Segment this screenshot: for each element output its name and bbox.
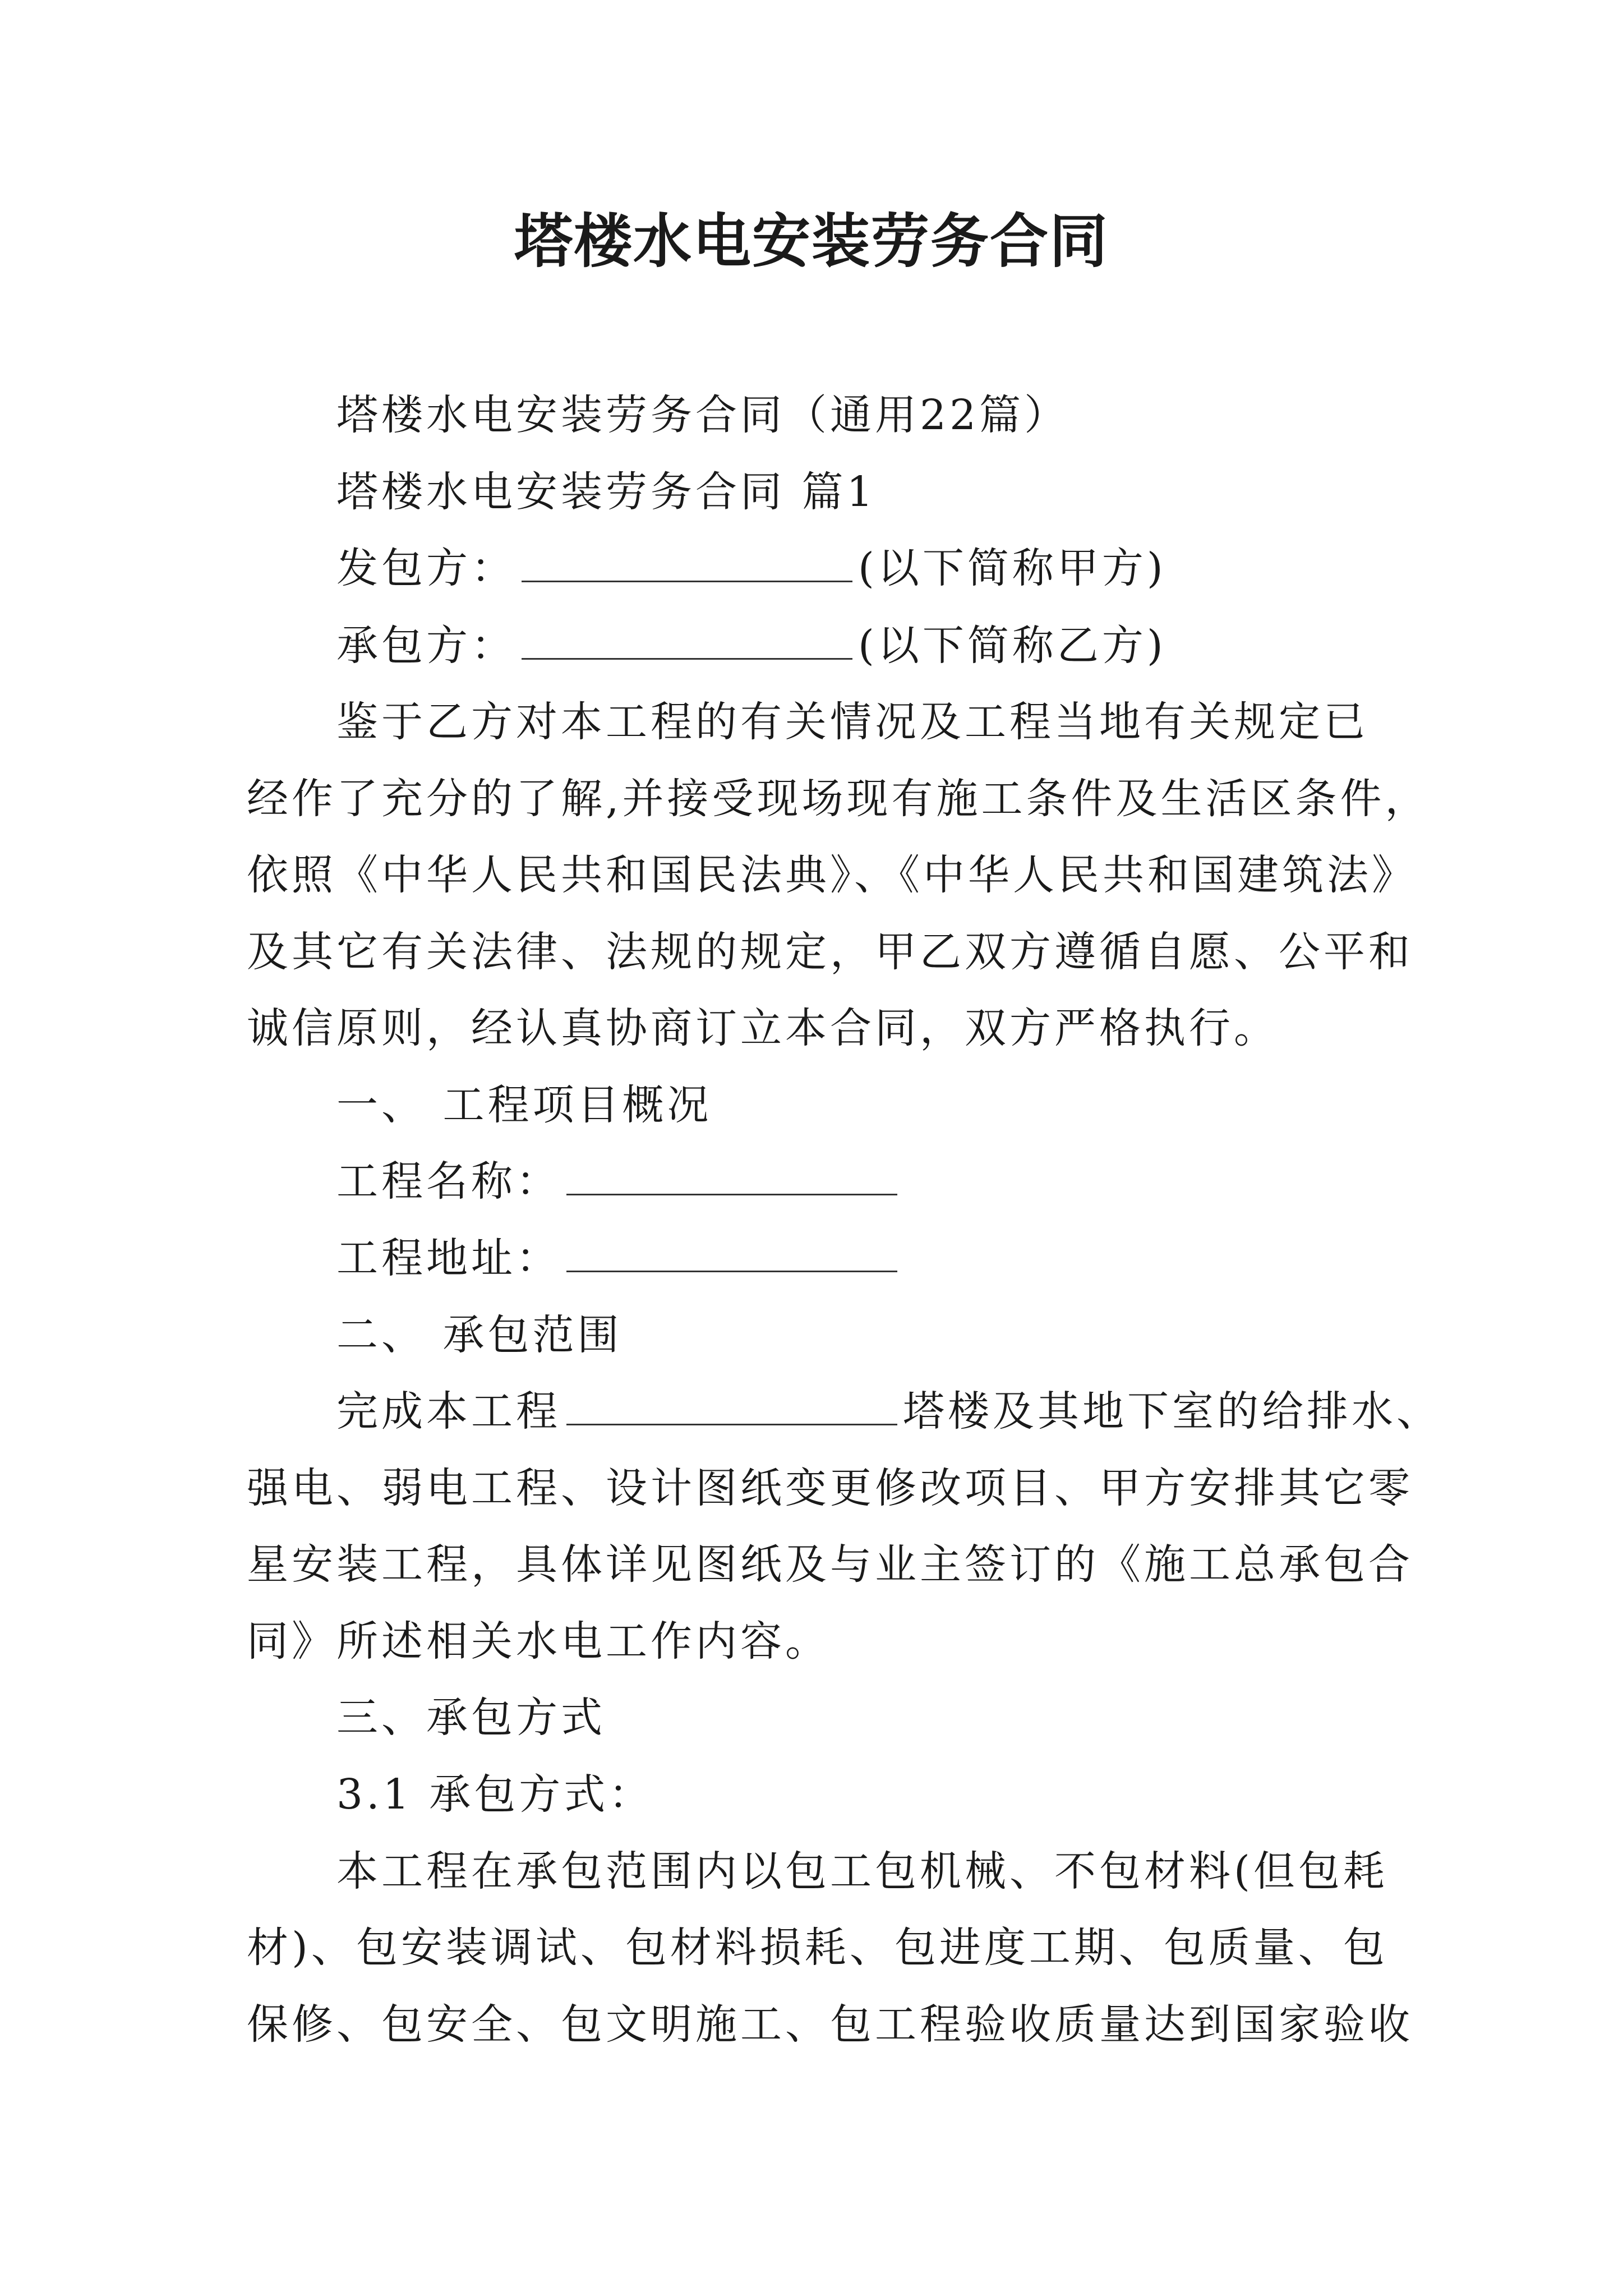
project-address-blank bbox=[566, 1229, 897, 1272]
employer-label: 发包方： bbox=[336, 544, 516, 592]
paragraph-text: 材)、包安装调试、包材料损耗、包进度工期、包质量、包 bbox=[247, 1924, 1388, 1972]
project-name-line bbox=[336, 1151, 1481, 1212]
section-heading-text: 一、 工程项目概况 bbox=[336, 1081, 712, 1129]
scope-text: 塔楼及其地下室的给排水、 bbox=[903, 1387, 1441, 1435]
scope-line bbox=[336, 1381, 1481, 1442]
paragraph-line bbox=[247, 1994, 1413, 2055]
project-name-label: 工程名称： bbox=[336, 1157, 561, 1205]
paragraph-line bbox=[247, 1611, 1391, 1672]
paragraph-text: 及其它有关法律、法规的规定，甲乙双方遵循自愿、公平和 bbox=[247, 928, 1413, 976]
paragraph-text: 本工程在承包范围内以包工包机械、不包材料(但包耗 bbox=[336, 1847, 1388, 1895]
paragraph-text: 强电、弱电工程、设计图纸变更修改项目、甲方安排其它零 bbox=[247, 1464, 1413, 1512]
section-heading-text: 塔楼水电安装劳务合同 篇1 bbox=[336, 468, 877, 516]
paragraph-line bbox=[247, 844, 1417, 906]
paragraph-text: 经作了充分的了解,并接受现场现有施工条件及生活区条件， bbox=[247, 775, 1430, 823]
subsection-heading bbox=[336, 1764, 1481, 1825]
subtitle-line bbox=[336, 384, 1481, 446]
section-heading bbox=[336, 461, 1481, 523]
paragraph-line bbox=[247, 997, 1391, 1059]
contractor-label: 承包方： bbox=[336, 622, 516, 670]
paragraph-line bbox=[336, 691, 1481, 753]
section-heading-text: 三、承包方式 bbox=[336, 1694, 606, 1742]
employer-note: (以下简称甲方) bbox=[858, 544, 1166, 592]
paragraph-text: 诚信原则，经认真协商订立本合同，双方严格执行。 bbox=[247, 1004, 1279, 1052]
document-title: 塔楼水电安装劳务合同 bbox=[514, 206, 1109, 275]
scope-label: 完成本工程 bbox=[336, 1387, 561, 1435]
section-heading bbox=[336, 1304, 1481, 1366]
employer-blank bbox=[522, 539, 852, 582]
paragraph-line bbox=[336, 1841, 1481, 1902]
subsection-heading-text: 3.1 承包方式： bbox=[336, 1770, 654, 1819]
paragraph-line bbox=[247, 768, 1430, 830]
paragraph-text: 星安装工程，具体详见图纸及与业主签订的《施工总承包合 bbox=[247, 1540, 1413, 1589]
paragraph-line bbox=[247, 1457, 1413, 1519]
contractor-blank bbox=[522, 616, 852, 660]
project-address-label: 工程地址： bbox=[336, 1234, 561, 1282]
contractor-line bbox=[336, 615, 1481, 677]
section-heading bbox=[336, 1074, 1481, 1136]
paragraph-text: 鉴于乙方对本工程的有关情况及工程当地有关规定已 bbox=[336, 698, 1368, 746]
project-name-blank bbox=[566, 1152, 897, 1195]
paragraph-text: 同》所述相关水电工作内容。 bbox=[247, 1617, 830, 1665]
employer-line bbox=[336, 537, 1481, 599]
paragraph-line bbox=[247, 1534, 1413, 1595]
project-address-line bbox=[336, 1227, 1481, 1289]
paragraph-text: 保修、包安全、包文明施工、包工程验收质量达到国家验收 bbox=[247, 2000, 1413, 2049]
paragraph-text: 依照《中华人民共和国民法典》、《中华人民共和国建筑法》 bbox=[247, 851, 1417, 899]
section-heading bbox=[336, 1687, 1481, 1749]
subtitle-text: 塔楼水电安装劳务合同（通用22篇） bbox=[336, 391, 1069, 439]
contractor-note: (以下简称乙方) bbox=[858, 622, 1166, 670]
paragraph-line bbox=[247, 921, 1413, 983]
scope-blank bbox=[566, 1382, 897, 1425]
section-heading-text: 二、 承包范围 bbox=[336, 1311, 623, 1359]
paragraph-line bbox=[247, 1917, 1391, 1978]
